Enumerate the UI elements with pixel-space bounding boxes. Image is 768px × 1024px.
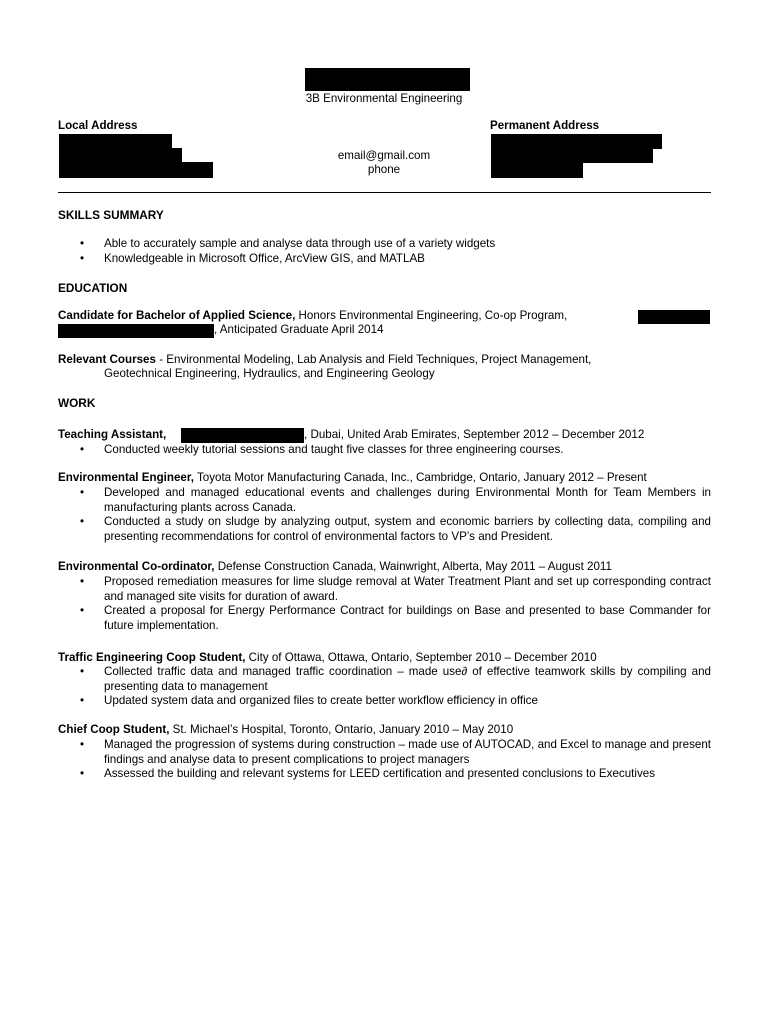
list-item: [58, 694, 711, 709]
program-title: 3B Environmental Engineering: [305, 92, 463, 105]
list-item: [58, 237, 711, 252]
redacted-employer: [181, 428, 304, 443]
degree-line: [58, 309, 567, 324]
bullet-text: Created a proposal for Energy Performance Contract for buildings on Base and presented to base Commander for future implementation.: [104, 604, 711, 632]
bullet-icon: •: [80, 515, 85, 528]
list-item: [58, 515, 711, 544]
bullet-text: Managed the progression of systems during construction – made use of AUTOCAD, and Excel to manage and present findings and analyse data to present complications to project managers: [104, 738, 711, 766]
redacted-permanent-address-3: [491, 162, 583, 178]
list-item: [58, 738, 711, 767]
courses-line-1: - Environmental Modeling, Lab Analysis and Field Techniques, Project Management,: [159, 353, 592, 366]
redacted-permanent-address-1: [491, 134, 662, 149]
redacted-local-address-1: [59, 134, 172, 149]
bullet-icon: •: [80, 251, 85, 265]
bullet-icon: •: [80, 237, 85, 250]
redacted-university-1: [638, 310, 710, 324]
phone: phone: [367, 163, 401, 176]
degree-title: Candidate for Bachelor of Applied Science,: [58, 309, 296, 322]
redacted-local-address-2: [59, 148, 182, 163]
job-title-line: [58, 560, 612, 575]
header-divider: [58, 192, 711, 193]
courses-line-2: Geotechnical Engineering, Hydraulics, and Engineering Geology: [104, 367, 435, 380]
bullet-icon: •: [80, 738, 85, 751]
list-item: [58, 443, 711, 458]
job-details: City of Ottawa, Ottawa, Ontario, September 2010 – December 2010: [248, 651, 597, 664]
list-item: [58, 575, 711, 604]
bullet-text: Conducted weekly tutorial sessions and taught five classes for three engineering courses.: [104, 443, 564, 456]
redacted-local-address-3: [59, 162, 213, 178]
work-section-title: WORK: [58, 396, 96, 410]
degree-details: Honors Environmental Engineering, Co-op Program,: [298, 309, 568, 322]
skill-text: Able to accurately sample and analyse data through use of a variety widgets: [104, 237, 496, 250]
job-title: Environmental Co-ordinator,: [58, 560, 215, 573]
bullet-icon: •: [80, 665, 85, 678]
job-title-line: [58, 428, 166, 443]
skills-list: [58, 237, 711, 266]
bullet-text: Updated system data and organized files to create better workflow efficiency in office: [104, 694, 538, 707]
job-title-line: [58, 471, 647, 486]
permanent-address-label: Permanent Address: [490, 119, 600, 132]
bullet-icon: •: [80, 694, 85, 707]
job-details: Toyota Motor Manufacturing Canada, Inc., Cambridge, Ontario, January 2012 – Present: [196, 471, 647, 484]
bullet-icon: •: [80, 575, 85, 588]
local-address-label: Local Address: [58, 119, 138, 132]
graduation-date: , Anticipated Graduate April 2014: [214, 323, 384, 336]
bullet-text: Conducted a study on sludge by analyzing output, system and economic barriers by collecting data, compiling and presenting recommendations for control of environmental factors to VP’s and President.: [104, 515, 711, 543]
education-section-title: EDUCATION: [58, 281, 128, 295]
courses-title: Relevant Courses: [58, 353, 156, 366]
job-bullets: [58, 443, 711, 458]
job-bullets: [58, 575, 711, 633]
redacted-name: [305, 68, 470, 91]
relevant-courses: [58, 353, 711, 368]
bullet-text: Proposed remediation measures for lime sludge removal at Water Treatment Plant and set up corresponding contract and managed site visits for duration of award.: [104, 575, 711, 603]
job-title: Chief Coop Student,: [58, 723, 170, 736]
job-bullets: [58, 738, 711, 782]
job-title: Environmental Engineer,: [58, 471, 194, 484]
job-title: Traffic Engineering Coop Student,: [58, 651, 246, 664]
job-details: St. Michael’s Hospital, Toronto, Ontario, January 2010 – May 2010: [172, 723, 514, 736]
job-title-line: [58, 723, 513, 738]
list-item: [58, 604, 711, 633]
job-details: Defense Construction Canada, Wainwright, Alberta, May 2011 – August 2011: [217, 560, 612, 573]
skills-section-title: SKILLS SUMMARY: [58, 208, 164, 222]
skill-text: Knowledgeable in Microsoft Office, ArcView GIS, and MATLAB: [104, 251, 425, 265]
redacted-university-2: [58, 324, 214, 338]
bullet-text: Assessed the building and relevant systems for LEED certification and presented conclusions to Executives: [104, 767, 655, 780]
bullet-icon: •: [80, 486, 85, 499]
redacted-permanent-address-2: [491, 148, 653, 163]
list-item: [58, 665, 711, 694]
list-item: [58, 252, 711, 267]
job-title: Teaching Assistant,: [58, 428, 167, 441]
job-title-line: [58, 651, 597, 666]
job-bullets: [58, 665, 711, 709]
bullet-text: Collected traffic data and managed traffic coordination – made use∂ of effective teamwork skills by compiling and presenting data to management: [104, 665, 711, 693]
job-details: , Dubai, United Arab Emirates, September 2012 – December 2012: [304, 428, 645, 441]
email: email@gmail.com: [337, 149, 431, 162]
list-item: [58, 767, 711, 782]
list-item: [58, 486, 711, 515]
job-bullets: [58, 486, 711, 544]
bullet-icon: •: [80, 443, 85, 456]
bullet-text: Developed and managed educational events and challenges during Environmental Month for Team Members in manufacturing plants across Canada.: [104, 486, 711, 514]
bullet-icon: •: [80, 767, 85, 780]
bullet-icon: •: [80, 604, 85, 617]
